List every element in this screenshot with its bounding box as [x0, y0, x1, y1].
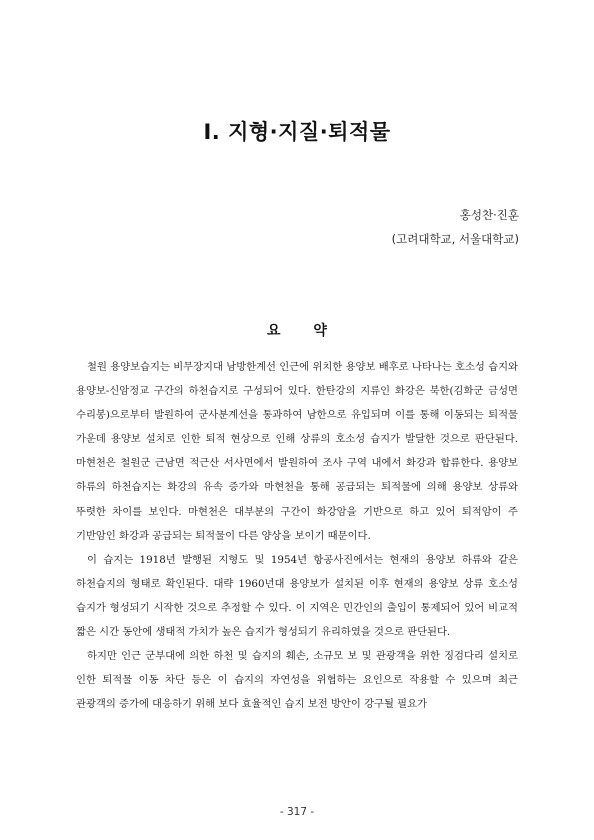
page-number: - 317 - [279, 806, 315, 818]
summary-body [76, 355, 518, 716]
author-names: 홍성찬·진훈 [459, 208, 519, 222]
summary-paragraph-2: 이 습지는 1918년 발행된 지형도 및 1954년 항공사진에서는 현재의 용양보 하류와 같은 하천습지의 형태로 확인된다. 대략 1960년대 용양보가 설치된 이후 현재의 용양보 상류 호소성 습지가 형성되기 시작한 것으로 추정할 수 있다. 이 지역은 민간인의 출입이 통제되어 있어 비교적 짧은 시간 동안에 생태적 가치가 높은 습지가 형성되기 유리하였을 것으로 판단된다. [76, 553, 518, 639]
summary-paragraph-1: 철원 용양보습지는 비무장지대 남방한계선 인근에 위치한 용양보 배후로 나타나는 호소성 습지와 용양보-신암정교 구간의 하천습지로 구성되어 있다. 한탄강의 지류인 화강은 북한(김화군 금성면 수리봉)으로부터 발원하여 군사분계선을 통과하여 남한으로 유입되며 이를 통해 이동되는 퇴적물 가운데 용양보 설치로 인한 퇴적 현상으로 인해 상류의 호소성 습지가 발달한 것으로 판단된다. 마현천은 철원군 근남면 적근산 서사면에서 발원하여 조사 구역 내에서 화강과 합류한다. 용양보 하류의 하천습지는 화강의 유속 증가와 마현천을 통해 공급되는 퇴적물에 의해 용양보 상류와 뚜렷한 차이를 보인다. 마현천은 대부분의 구간이 화강암을 기반으로 하고 있어 퇴적암이 주 기반암인 화강과 공급되는 퇴적물이 다른 양상을 보이기 때문이다. [76, 361, 518, 542]
author-affiliations: (고려대학교, 서울대학교) [391, 232, 519, 246]
page-title: Ⅰ. 지형·지질·퇴적물 [203, 120, 391, 144]
summary-paragraph-3: 하지만 인근 군부대에 의한 하천 및 습지의 훼손, 소규모 보 및 관광객을 위한 징검다리 설치로 인한 퇴적물 이동 차단 등은 이 습지의 자연성을 위협하는 요인으로 작용할 수 있으며 최근 관광객의 증가에 대응하기 위해 보다 효율적인 습지 보전 방안이 강구될 필요가 [76, 650, 518, 711]
author-block [392, 203, 519, 251]
summary-heading: 요 약 [267, 323, 341, 339]
